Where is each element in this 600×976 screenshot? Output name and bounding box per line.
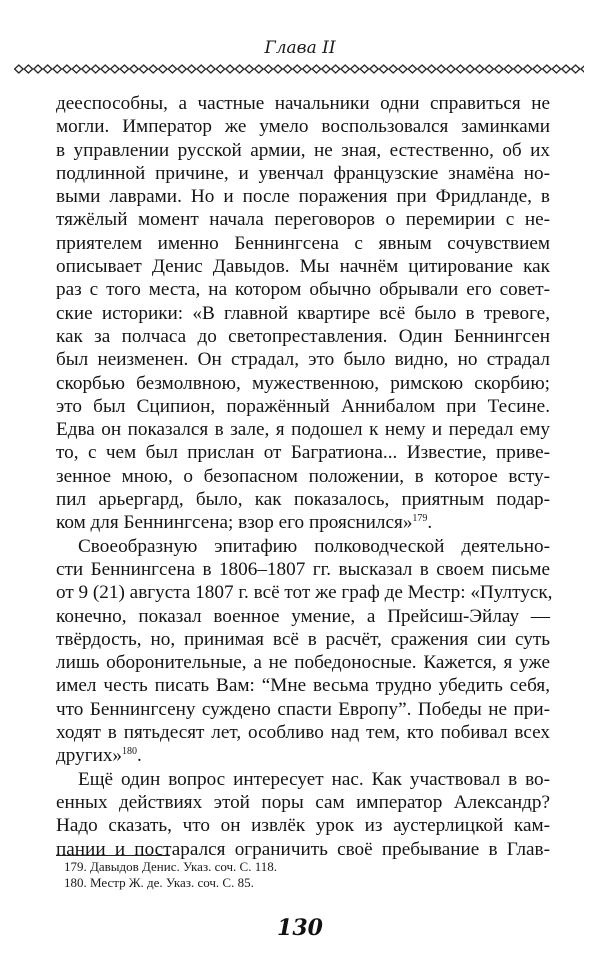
text-line: Едва он показался в зале, я подошел к нему и передал ему: [56, 419, 550, 441]
text-line: могли. Император же умело воспользовался заминками: [56, 116, 550, 138]
text-line: лишь оборонительные, а не победоносные. Кажется, я уже: [56, 652, 550, 674]
text-line: был неизменен. Он страдал, это было видно, но страдал: [56, 349, 550, 371]
text-line: описывает Денис Давыдов. Мы начнём цитирование как: [56, 256, 550, 278]
text-line: ходят в пятьдесят лет, особливо над тем, кто побивал всех: [56, 722, 550, 744]
footnotes: [64, 859, 544, 890]
text-line: в управлении русской армии, не зная, естественно, об их: [56, 139, 550, 161]
text-line: зенное мною, о безопасном положении, в которое всту-: [56, 465, 550, 487]
footnote-180: 180. Местр Ж. де. Указ. соч. С. 85.: [64, 874, 254, 890]
body-text: [56, 92, 553, 861]
text-line: раз с того места, на котором обычно обрывали его совет-: [56, 279, 550, 301]
text-line: сти Беннингсена в 1806–1807 гг. высказал в своем письме: [56, 558, 550, 580]
text-line: что Беннингсену суждено спасти Европу”. Победы не при-: [56, 698, 550, 720]
text-line: выми лаврами. Но и после поражения при Фридланде, в: [56, 186, 550, 208]
text-line: скорбью безмолвною, мужественною, римскою скорбию;: [56, 372, 550, 394]
text-fragment: других»: [56, 745, 123, 767]
text-line: подлинной причине, и увенчал французские знамёна но-: [56, 162, 550, 184]
footnote-ref[interactable]: 179: [412, 513, 428, 525]
text-line: дееспособны, а частные начальники одни справиться не: [56, 93, 550, 114]
footnote-179: 179. Давыдов Денис. Указ. соч. С. 118.: [64, 859, 277, 874]
paragraph-3: [56, 768, 550, 861]
text-line: приятелем именно Беннингсена с явным сочувствием: [56, 232, 550, 254]
text-line: тяжёлый момент начала переговоров о перемирии с не-: [56, 209, 550, 231]
text-line: конечно, показал военное умение, а Прейсиш-Эйлау —: [56, 605, 550, 627]
ornament-rule-icon: [14, 64, 584, 74]
text-line: твёрдость, но, принимая всё в расчёт, сражения сии суть: [56, 628, 550, 650]
paragraph-1: [56, 92, 550, 535]
page-number: 130: [277, 915, 323, 941]
running-head: Глава II: [264, 38, 336, 58]
text-line: [56, 744, 550, 767]
footnote-divider: [56, 855, 170, 856]
text-line: [56, 511, 550, 534]
text-fragment: .: [137, 745, 142, 767]
text-fragment: .: [427, 512, 433, 534]
text-line: от 9 (21) августа 1807 г. всё тот же граф де Местр: «Пултуск,: [56, 582, 553, 604]
paragraph-2: [56, 535, 553, 768]
text-line: пил арьергард, было, как показалось, приятным подар-: [56, 489, 550, 511]
text-line: это был Сципион, поражённый Аннибалом при Тесине.: [56, 395, 550, 417]
text-line: Своеобразную эпитафию полководческой деятельно-: [78, 535, 550, 557]
text-line: то, с чем был прислан от Багратиона... Известие, приве-: [56, 442, 550, 464]
text-line: Ещё один вопрос интересует нас. Как участвовал в во-: [78, 768, 550, 790]
text-line: имел честь писать Вам: “Мне весьма трудно убедить себя,: [56, 675, 550, 697]
text-line: Надо сказать, что он извлёк урок из аустерлицкой кам-: [56, 815, 550, 837]
text-line: как за полчаса до светопреставления. Один Беннингсен: [56, 325, 550, 347]
text-line: ские историки: «В главной квартире всё было в тревоге,: [56, 302, 550, 324]
text-fragment: ком для Беннингсена; взор его прояснился»: [56, 512, 413, 534]
footnote-ref[interactable]: 180: [122, 746, 138, 758]
text-line: пании и постарался ограничить своё пребывание в Глав-: [56, 838, 550, 860]
text-line: енных действиях этой поры сам император Александр?: [56, 791, 550, 813]
